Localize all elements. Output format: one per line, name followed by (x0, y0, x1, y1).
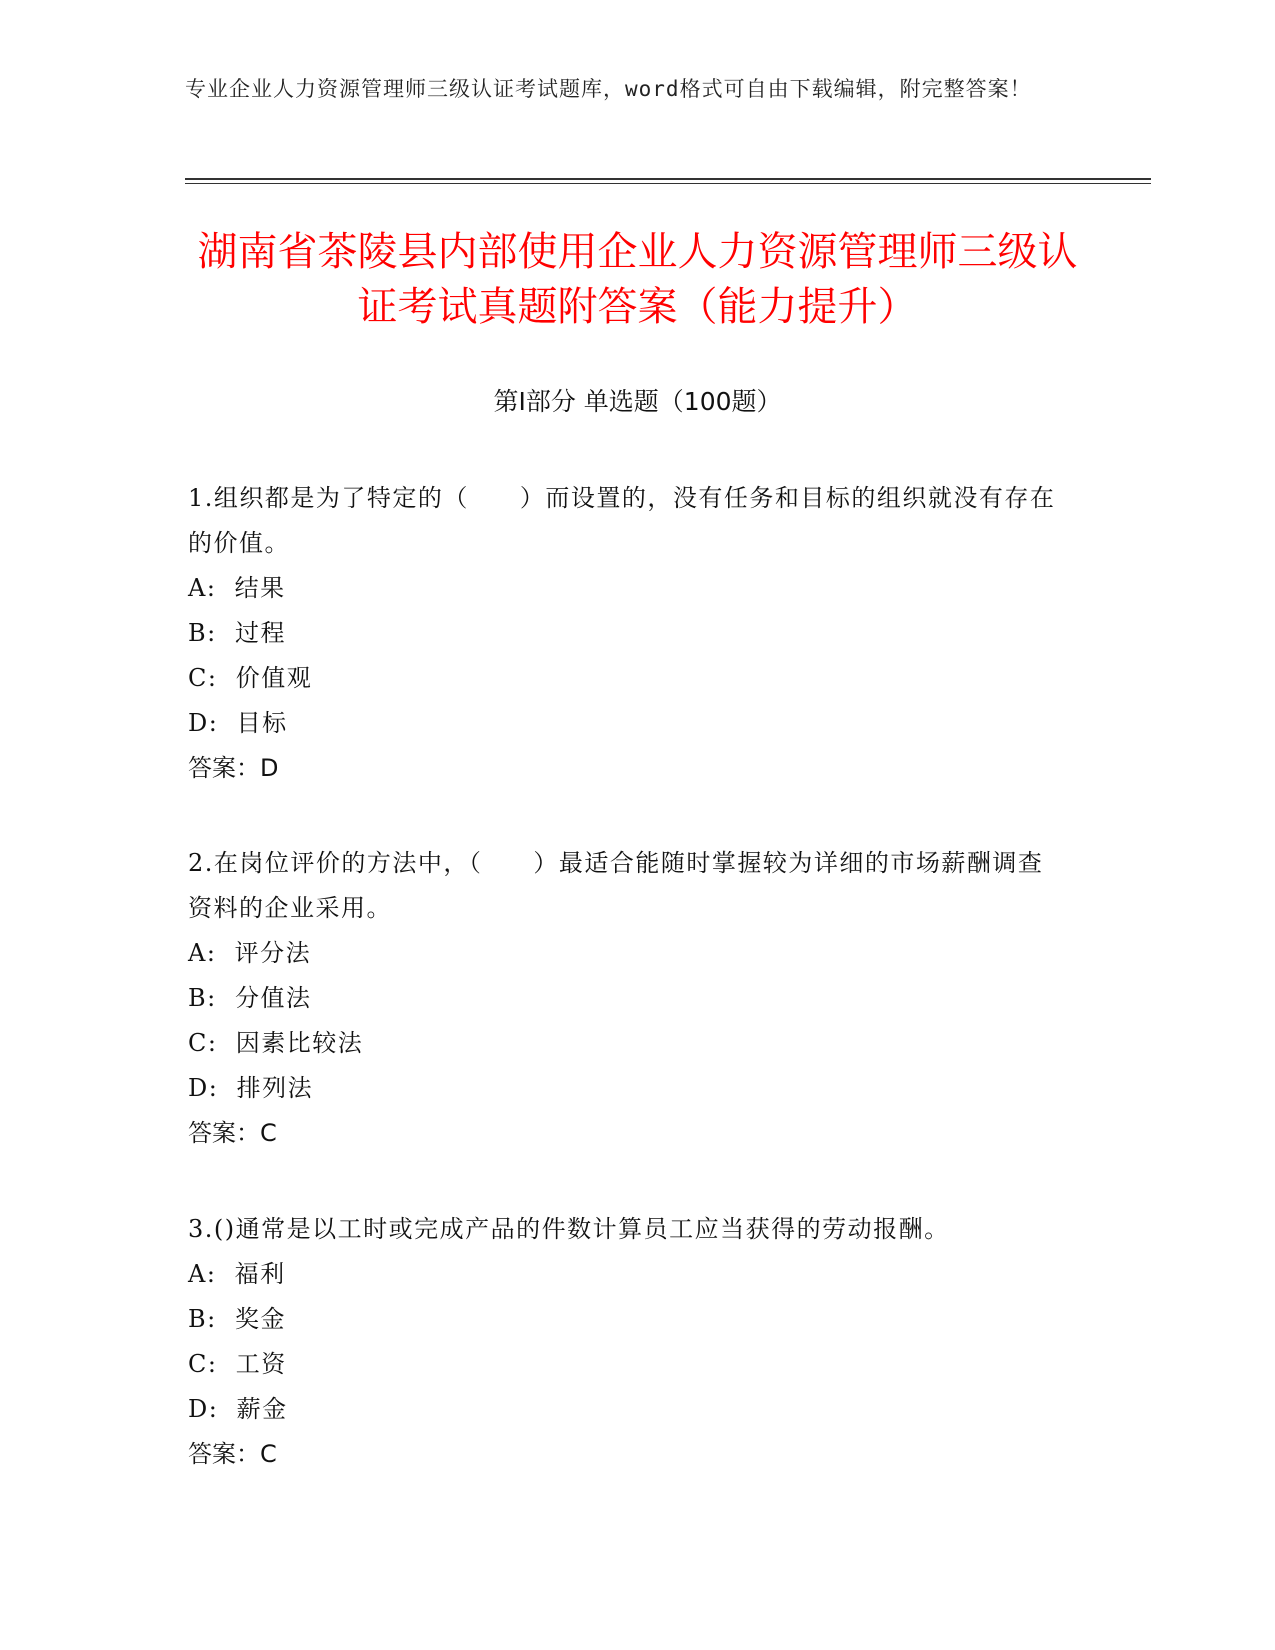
option-d: D: 排列法 (188, 1074, 314, 1102)
question-stem: 3.()通常是以工时或完成产品的件数计算员工应当获得的劳动报酬。 (188, 1215, 950, 1243)
option-a: A: 结果 (188, 574, 286, 602)
question-2 (188, 841, 1058, 1156)
question-1 (188, 476, 1058, 791)
section-heading: 第Ⅰ部分 单选题（100题） (493, 387, 782, 416)
option-b: B: 过程 (188, 619, 286, 647)
option-c: C: 工资 (188, 1350, 287, 1378)
option-c: C: 因素比较法 (188, 1029, 364, 1057)
answer: 答案：D (188, 754, 279, 782)
question-stem: 2.在岗位评价的方法中，（ ）最适合能随时掌握较为详细的市场薪酬调查资料的企业采用。 (188, 849, 1044, 922)
question-stem: 1.组织都是为了特定的（ ）而设置的，没有任务和目标的组织就没有存在的价值。 (188, 484, 1056, 557)
header-note: 专业企业人力资源管理师三级认证考试题库，word格式可自由下载编辑，附完整答案！ (185, 77, 1032, 101)
option-b: B: 分值法 (188, 984, 312, 1012)
header-divider-thin (185, 183, 1151, 184)
option-a: A: 福利 (188, 1260, 286, 1288)
option-c: C: 价值观 (188, 664, 313, 692)
document-title: 湖南省茶陵县内部使用企业人力资源管理师三级认证考试真题附答案（能力提升） (197, 229, 1078, 330)
question-3 (188, 1207, 1058, 1477)
answer: 答案：C (188, 1440, 277, 1468)
option-b: B: 奖金 (188, 1305, 286, 1333)
option-a: A: 评分法 (188, 939, 312, 967)
header-divider (185, 178, 1151, 180)
option-d: D: 目标 (188, 709, 288, 737)
option-d: D: 薪金 (188, 1395, 288, 1423)
answer: 答案：C (188, 1119, 277, 1147)
